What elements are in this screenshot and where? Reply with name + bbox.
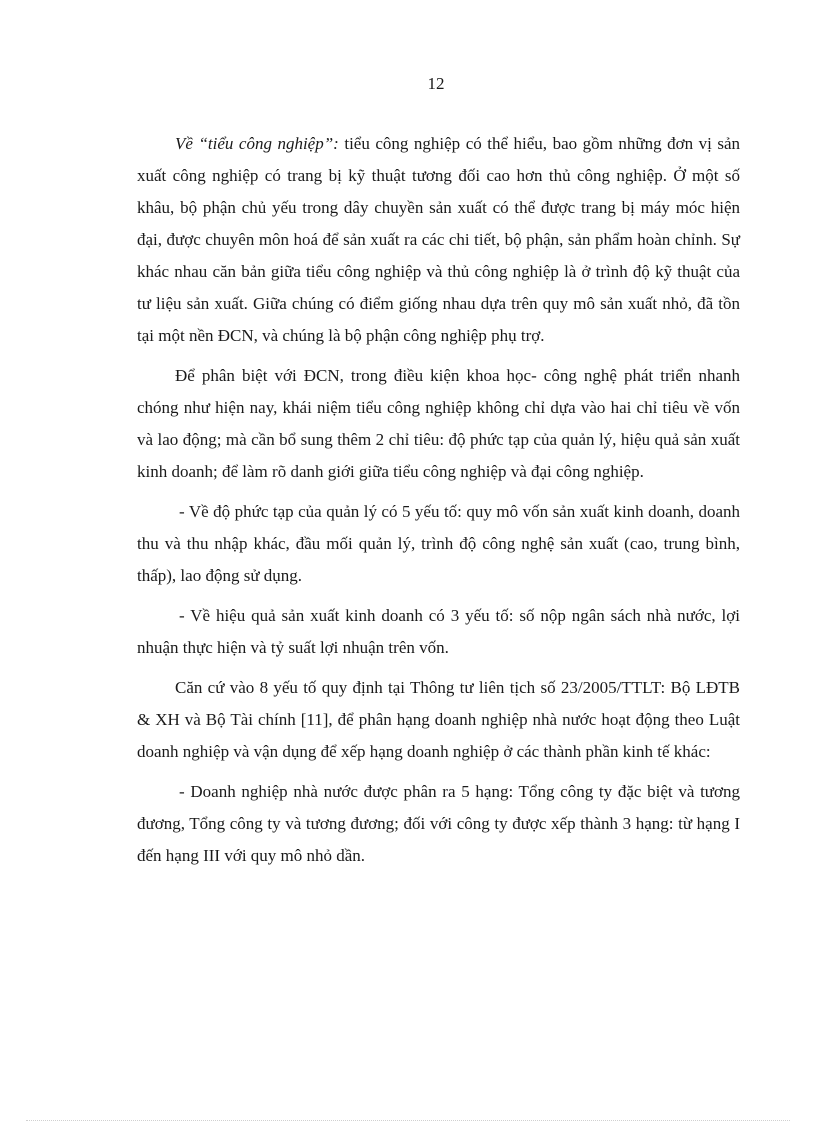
paragraph-definition [137,128,740,352]
document-body [137,128,740,880]
paragraph-text: Căn cứ vào 8 yếu tố quy định tại Thông tư liên tịch số 23/2005/TTLT: Bộ LĐTB & XH và Bộ Tài chính [11], để phân hạng doanh nghiệp nhà nước hoạt động theo Luật doanh nghiệp và vận dụng để xếp hạng doanh nghiệp ở các thành phần kinh tế khác: [137,678,740,761]
paragraph-distinction [137,360,740,488]
paragraph-text: - Về độ phức tạp của quản lý có 5 yếu tố: quy mô vốn sản xuất kinh doanh, doanh thu và thu nhập khác, đầu mối quản lý, trình độ công nghệ sản xuất (cao, trung bình, thấp), lao động sử dụng. [137,502,740,585]
page-number: 12 [427,74,445,93]
paragraph-text: - Về hiệu quả sản xuất kinh doanh có 3 yếu tố: số nộp ngân sách nhà nước, lợi nhuận thực hiện và tỷ suất lợi nhuận trên vốn. [137,606,740,657]
bullet-management-complexity [137,496,740,592]
paragraph-text: Để phân biệt với ĐCN, trong điều kiện khoa học- công nghệ phát triển nhanh chóng như hiện nay, khái niệm tiểu công nghiệp không chỉ dựa vào hai chỉ tiêu về vốn và lao động; mà cần bổ sung thêm 2 chỉ tiêu: độ phức tạp của quản lý, hiệu quả sản xuất kinh doanh; để làm rõ danh giới giữa tiểu công nghiệp và đại công nghiệp. [137,366,740,481]
bullet-business-efficiency [137,600,740,664]
page-bottom-border [26,1120,790,1121]
paragraph-lead-term: Về “tiểu công nghiệp”: [175,134,339,153]
paragraph-text: - Doanh nghiệp nhà nước được phân ra 5 hạng: Tổng công ty đặc biệt và tương đương, Tổng công ty và tương đương; đối với công ty được xếp thành 3 hạng: từ hạng I đến hạng III với quy mô nhỏ dần. [137,782,740,865]
paragraph-regulation-basis [137,672,740,768]
paragraph-text: tiểu công nghiệp có thể hiểu, bao gồm những đơn vị sản xuất công nghiệp có trang bị kỹ thuật tương đối cao hơn thủ công nghiệp. Ở một số khâu, bộ phận chủ yếu trong dây chuyền sản xuất có thể được trang bị máy móc hiện đại, được chuyên môn hoá để sản xuất ra các chi tiết, bộ phận, sản phẩm hoàn chỉnh. Sự khác nhau căn bản giữa tiểu công nghiệp và thủ công nghiệp là ở trình độ kỹ thuật của tư liệu sản xuất. Giữa chúng có điểm giống nhau dựa trên quy mô sản xuất nhỏ, đã tồn tại một nền ĐCN, và chúng là bộ phận công nghiệp phụ trợ. [137,134,740,345]
bullet-state-enterprise-ranking [137,776,740,872]
